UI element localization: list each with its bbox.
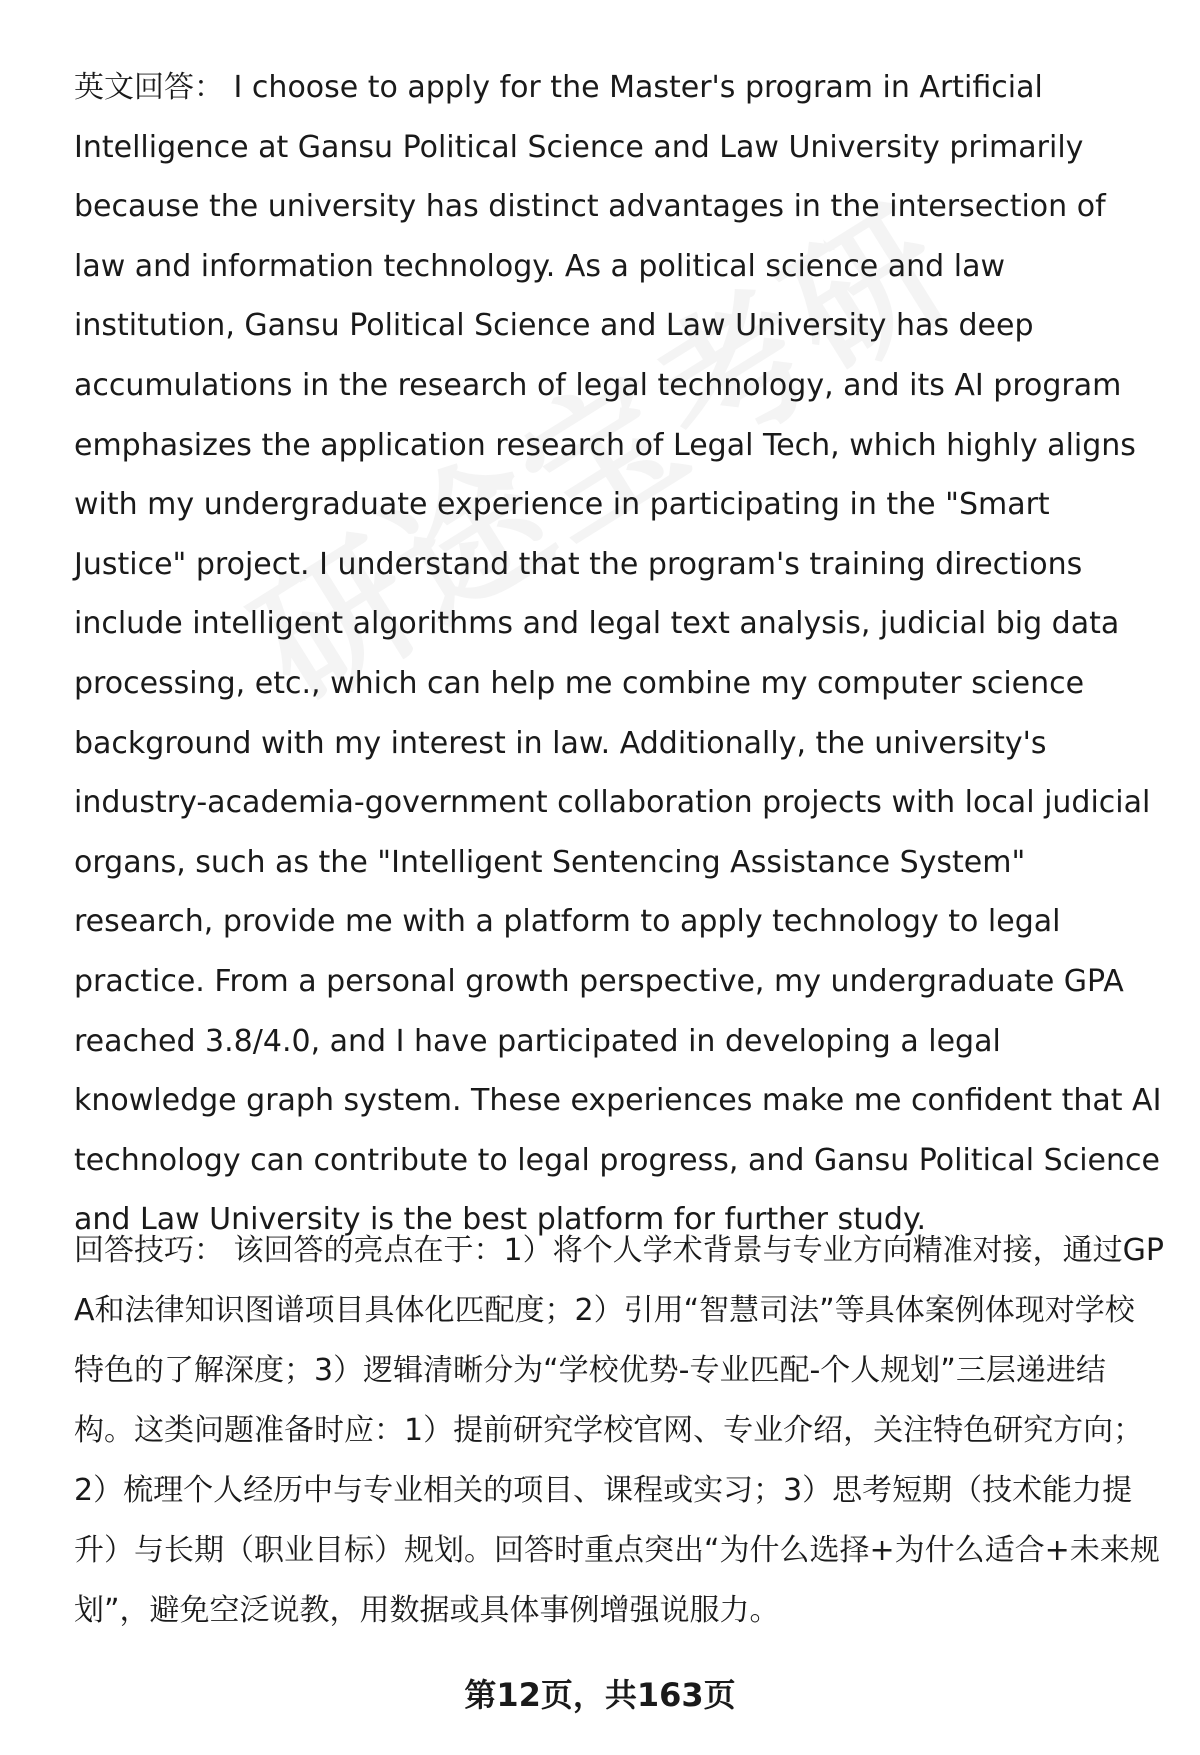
tip-label: 回答技巧：: [74, 1233, 224, 1268]
english-answer-paragraph: [74, 58, 1164, 1250]
answer-text: I choose to apply for the Master's program in Artificial Intelligence at Gansu Political Science and Law University primarily because the university has distinct advantages in the intersection of law and information technology. As a political science and law institution, Gansu Political Science and Law University has deep accumulations in the research of legal technology, and its AI program emphasizes the application research of Legal Tech, which highly aligns with my undergraduate experience in participating in the "Smart Justice" project. I understand that the program's training directions include intelligent algorithms and legal text analysis, judicial big data processing, etc., which can help me combine my computer science background with my interest in law. Additionally, the university's industry-academia-government collaboration projects with local judicial organs, such as the "Intelligent Sentencing Assistance System" research, provide me with a platform to apply technology to legal practice. From a personal growth perspective, my undergraduate GPA reached 3.8/4.0, and I have participated in developing a legal knowledge graph system. These experiences make me confident that AI technology can contribute to legal progress, and Gansu Political Science and Law University is the best platform for further study.: [74, 70, 1162, 1238]
page-number: 第12页，共163页: [464, 1676, 736, 1714]
answer-label: 英文回答：: [74, 70, 224, 105]
tip-text: 该回答的亮点在于：1）将个人学术背景与专业方向精准对接，通过GPA和法律知识图谱项目具体化匹配度；2）引用“智慧司法”等具体案例体现对学校特色的了解深度；3）逻辑清晰分为“学校优势-专业匹配-个人规划”三层递进结构。这类问题准备时应：1）提前研究学校官网、专业介绍，关注特色研究方向；2）梳理个人经历中与专业相关的项目、课程或实习；3）思考短期（技术能力提升）与长期（职业目标）规划。回答时重点突出“为什么选择+为什么适合+未来规划”，避免空泛说教，用数据或具体事例增强说服力。: [74, 1233, 1164, 1628]
answer-tips-paragraph: [74, 1221, 1164, 1641]
